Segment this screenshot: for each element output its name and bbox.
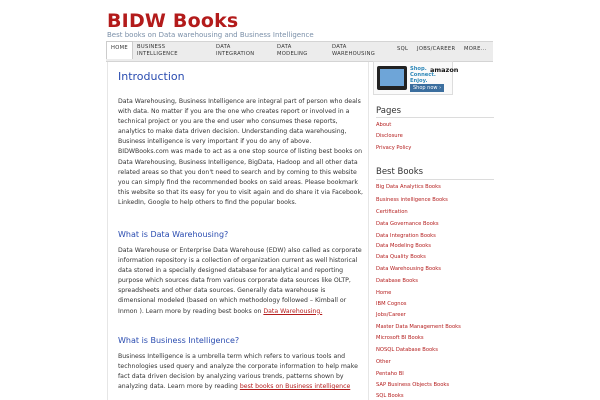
category-link[interactable]: Jobs/Career [376,312,406,318]
category-link[interactable]: Data Governance Books [376,221,439,227]
category-link[interactable]: Data Quality Books [376,254,426,260]
nav-data-integration[interactable]: DATA INTEGRATION [216,44,255,57]
amazon-logo: amazon [430,66,459,74]
category-link[interactable]: Business intelligence Books [376,197,448,203]
divider [376,179,494,180]
category-link[interactable]: Data Modeling Books [376,243,431,249]
pages-heading: Pages [376,106,402,116]
page-link-about[interactable]: About [376,122,392,128]
category-link[interactable]: Master Data Management Books [376,324,461,330]
category-link[interactable]: NOSQL Database Books [376,347,438,353]
ad-shop-now-button[interactable]: Shop now › [410,84,444,92]
nav-more[interactable]: MORE... [464,46,487,52]
category-link[interactable]: Data Integration Books [376,233,436,239]
intro-paragraph: Data Warehousing, Business Intelligence are integral part of person who deals with data. No matter if you are the one who creates report or involved in a technical project or you are the end user who consumes these reports, analytics to make data driven decision. Understanding data warehousing, Business intelligence is very important if you do any of above. BIDWBooks.com was made to act as a one stop source of listing best books on Data Warehousing, Business Intelligence, BigData, Hadoop and all other data related areas so that you don't need to search and by coming to this website you can simply find the recommended books on said areas. Please bookmark this website so that its easy for you to visit again and do share it via Facebook, LinkedIn, Google to help others to find the popular books. [118,98,364,206]
bi-text: Business Intelligence is a umbrella term which refers to various tools and technologies used query and analyze the corporate information to help make fact data driven decision by analyzing various trends, patterns shown by analyzing data. Learn more by reading [118,353,358,391]
nav-business-intelligence[interactable]: BUSINESS INTELLIGENCE [137,44,178,57]
best-books-heading: Best Books [376,167,424,177]
ad-slogan: Shop. Connect. Enjoy. [410,66,436,84]
nav-data-warehousing[interactable]: DATA WAREHOUSING [332,44,376,57]
category-link[interactable]: Big Data Analytics Books [376,184,441,190]
category-link[interactable]: Pentaho BI [376,371,404,377]
main-content [107,62,369,400]
category-link[interactable]: Microsoft BI Books [376,335,424,341]
bi-paragraph [118,352,363,392]
nav-jobs-career[interactable]: JOBS/CAREER [417,46,456,52]
dw-link[interactable]: Data Warehousing. [263,307,323,315]
page-link-disclosure[interactable]: Disclosure [376,133,403,139]
page-link-privacy[interactable]: Privacy Policy [376,145,412,151]
main-nav [106,41,493,62]
category-link[interactable]: SAP Business Objects Books [376,382,450,388]
nav-sql[interactable]: SQL [397,46,409,52]
site-tagline: Best books on Data warehousing and Business Intelligence [107,31,314,39]
dw-heading: What is Data Warehousing? [118,230,229,239]
bi-link[interactable]: best books on Business intelligence [239,383,351,391]
nav-data-modeling[interactable]: DATA MODELING [277,44,308,57]
category-link[interactable]: Data Warehousing Books [376,266,441,272]
dw-paragraph [118,246,363,317]
nav-home[interactable]: HOME [106,41,133,59]
bi-heading: What is Business Intelligence? [118,336,240,345]
category-link[interactable]: IBM Cognos [376,301,407,307]
dw-text: Data Warehouse or Enterprise Data Warehouse (EDW) also called as corporate information repository is a collection of organization current as well historical data stored in a specially designed database for analytical and reporting purpose which sources data from various corporate data sources like OLTP, spreadsheets and other data sources. Generally data warehouse is dimensional modeled (based on which methodology followed – Kimball or Inmon ). Learn more by reading best books on [118,247,362,315]
category-link[interactable]: Home [376,290,392,296]
category-link[interactable]: Certification [376,209,408,215]
category-link[interactable]: SQL Books [376,393,404,399]
amazon-ad-banner[interactable] [373,61,459,95]
divider [376,117,494,118]
tablet-icon [377,66,407,90]
category-link[interactable]: Database Books [376,278,419,284]
site-title[interactable]: BIDW Books [107,10,239,32]
category-link[interactable]: Other [376,359,391,365]
intro-heading: Introduction [118,70,185,83]
